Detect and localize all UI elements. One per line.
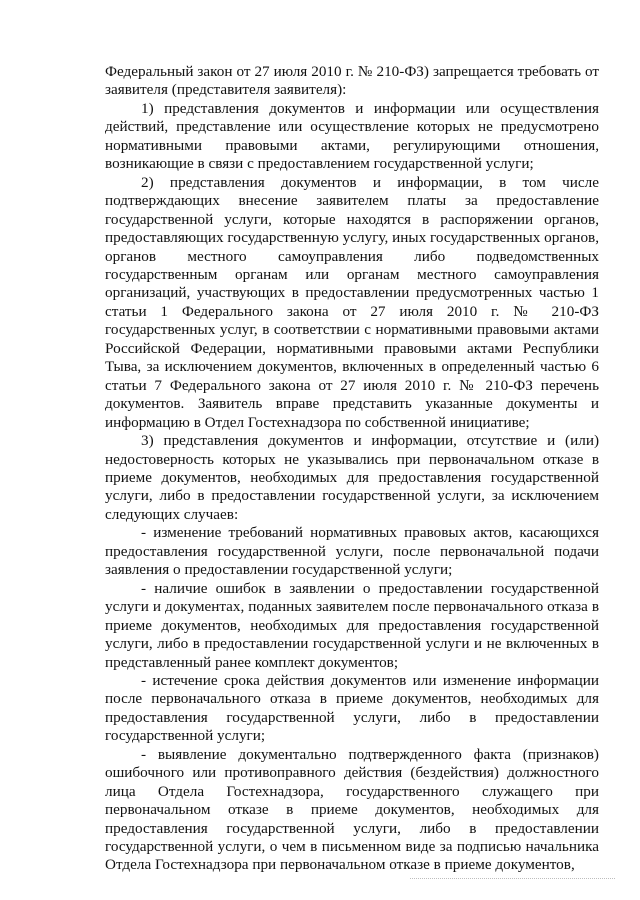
paragraph-item-2: 2) представления документов и информации, в том числе подтверждающих внесение заявителем платы за предоставление государственной услуги, которые находятся в распоряжении органов, предоставляющих государственную услугу, иных государственных органов, органов местного самоуправления либо подведомственных государственным органам или органам местного самоуправления организаций, участвующих в предоставлении предусмотренных частью 1 статьи 1 Федерального закона от 27 июля 2010 г. № 210-ФЗ государственных услуг, в соответствии с нормативными правовыми актами Российской Федерации, нормативными правовыми актами Республики Тыва, за исключением документов, включенных в определенный частью 6 статьи 7 Федерального закона от 27 июля 2010 г. № 210-ФЗ перечень документов. Заявитель вправе представить указанные документы и информацию в Отдел Гостехнадзора по собственной инициативе; (105, 173, 599, 431)
paragraph-item-1: 1) представления документов и информации или осуществления действий, представление или осуществление которых не предусмотрено нормативными правовыми актами, регулирующими отношения, возникающие в связи с предоставлением государственной услуги; (105, 99, 599, 173)
footer-divider (410, 878, 615, 879)
paragraph-exception-1: - изменение требований нормативных правовых актов, касающихся предоставления государственной услуги, после первоначальной подачи заявления о предоставлении государственной услуги; (105, 524, 599, 579)
paragraph-exception-2: - наличие ошибок в заявлении о предоставлении государственной услуги и документах, поданных заявителем после первоначального отказа в приеме документов, необходимых для предоставления государственной услуги, либо в предоставлении государственной услуги и не включенных в представленный ранее комплект документов; (105, 579, 599, 671)
paragraph-intro: Федеральный закон от 27 июля 2010 г. № 210-ФЗ) запрещается требовать от заявителя (представителя заявителя): (105, 63, 599, 99)
paragraph-item-3: 3) представления документов и информации, отсутствие и (или) недостоверность которых не указывались при первоначальном отказе в приеме документов, необходимых для предоставления государственной услуги, либо в предоставлении государственной услуги, за исключением следующих случаев: (105, 432, 599, 523)
paragraph-exception-3: - истечение срока действия документов или изменение информации после первоначального отказа в приеме документов, необходимых для предоставления государственной услуги, либо в предоставлении государственной услуги; (105, 671, 599, 745)
paragraph-exception-4: - выявление документально подтвержденного факта (признаков) ошибочного или противоправного действия (бездействия) должностного лица Отдела Гостехнадзора, государственного служащего при первоначальном отказе в приеме документов, необходимых для предоставления государственной услуги, либо в предоставлении государственной услуги, о чем в письменном виде за подписью начальника Отдела Гостехнадзора при первоначальном отказе в приеме документов, (105, 745, 599, 874)
document-body (105, 63, 599, 875)
